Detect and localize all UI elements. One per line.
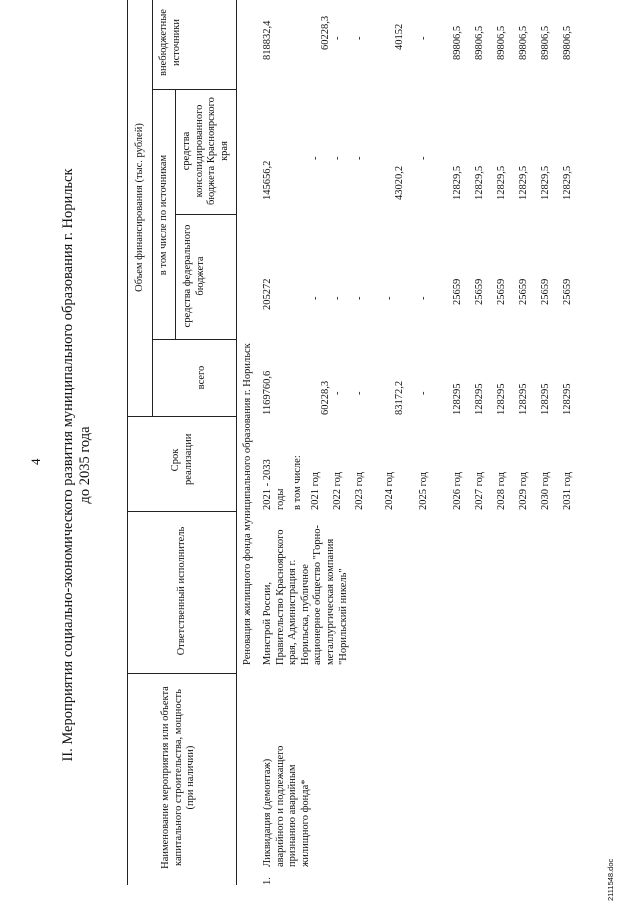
row-period: 2024 год [384,472,395,510]
row-extra: 89806,5 [562,25,573,60]
row-period: 2030 год [540,472,551,510]
row-period: 2027 год [474,472,485,510]
sources-sub-rule [175,90,176,340]
row-federal: 25659 [474,278,485,305]
row-federal: 25659 [496,278,507,305]
row-extra: 89806,5 [452,25,463,60]
row-regional: - [354,156,365,160]
funding-sub-rule [152,0,153,417]
row-extra: 89806,5 [540,25,551,60]
row-extra: 40152 [394,23,405,50]
row-total: - [354,391,365,395]
header-consolidated: средства консолидированного бюджета Красноярского края [181,97,230,205]
row-total: 128295 [452,383,463,415]
row-federal: 25659 [452,278,463,305]
header-period: Срок реализации [170,433,194,485]
row-federal: - [332,296,343,300]
page-number: 4 [28,458,43,465]
table-top-rule [127,0,128,885]
title-line-1: II. Мероприятия социально-экономического развития муниципального образования г. Норильск [60,168,76,762]
row-regional: - [418,156,429,160]
row-regional: 12829,5 [474,165,485,200]
item-number: 1. [262,877,273,885]
row-extra: 89806,5 [474,25,485,60]
title-line-2: до 2035 года [77,426,93,504]
row-extra: 89806,5 [496,25,507,60]
row-federal: - [310,296,321,300]
row-period: 2029 год [518,472,529,510]
header-bottom-rule [236,0,237,885]
row-total: 83172,2 [394,380,405,415]
row-extra: 818832,4 [262,20,273,60]
row-extra: 60228,3 [320,15,331,50]
row-regional: 145656,2 [262,160,273,200]
row-total: - [418,391,429,395]
row-total: 128295 [496,383,507,415]
row-regional: 12829,5 [518,165,529,200]
row-federal: - [418,296,429,300]
col-divider-2 [127,511,236,512]
row-regional: 12829,5 [562,165,573,200]
row-extra: - [332,36,343,40]
row-federal: 25659 [562,278,573,305]
row-period: 2025 год [418,472,429,510]
header-funding: Объем финансирования (тыс. рублей) [134,123,145,292]
row-regional: - [332,156,343,160]
row-period: 2028 год [496,472,507,510]
row-federal: 25659 [518,278,529,305]
row-period: 2026 год [452,472,463,510]
row-regional: 12829,5 [540,165,551,200]
row-total: 128295 [562,383,573,415]
document-id: 2111548.doc [606,858,615,901]
row-extra: - [354,36,365,40]
col-divider-1 [127,673,236,674]
row-federal: 25659 [540,278,551,305]
row-period: в том числе: [292,455,303,510]
row-extra: - [418,36,429,40]
col-divider-5 [175,214,236,215]
row-federal: - [384,296,395,300]
row-total: 128295 [474,383,485,415]
header-executor: Ответственный исполнитель [176,526,187,656]
row-regional: 12829,5 [452,165,463,200]
item-name: Ликвидация (демонтаж) аварийного и подлежащего признанию аварийным жилищного фонда* [262,745,311,867]
row-federal: 205272 [262,278,273,310]
header-total: всего [196,365,207,390]
row-regional: - [310,156,321,160]
row-total: 1169760,6 [262,370,273,415]
row-total: - [332,391,343,395]
item-executor: Минстрой России, Правительство Красноярского края, Администрация г. Норильска, публичное акционерное общество "Горно-металлургическая компания "Норильский никель" [262,525,349,665]
row-extra: 89806,5 [518,25,529,60]
row-regional: 12829,5 [496,165,507,200]
header-extra: внебюджетные источники [158,9,182,76]
row-total: 128295 [518,383,529,415]
row-total: 60228,3 [320,380,331,415]
row-period: 2031 год [562,472,573,510]
row-period: 2022 год [332,472,343,510]
row-period: 2023 год [354,472,365,510]
header-by-sources: в том числе по источникам [158,154,169,276]
row-period: 2021 год [310,472,321,510]
row-total: 128295 [540,383,551,415]
row-regional: 43020,2 [394,165,405,200]
col-divider-3 [127,416,236,417]
section-title: Реновация жилищного фонда муниципального образования г. Норильск [242,343,253,665]
header-name: Наименование мероприятия или объекта капитального строительства, мощность (при наличии) [160,686,197,869]
row-federal: - [354,296,365,300]
page-title [60,115,94,815]
header-federal: средства федерального бюджета [182,224,206,328]
row-period: 2021 - 2033 годы [262,459,286,510]
